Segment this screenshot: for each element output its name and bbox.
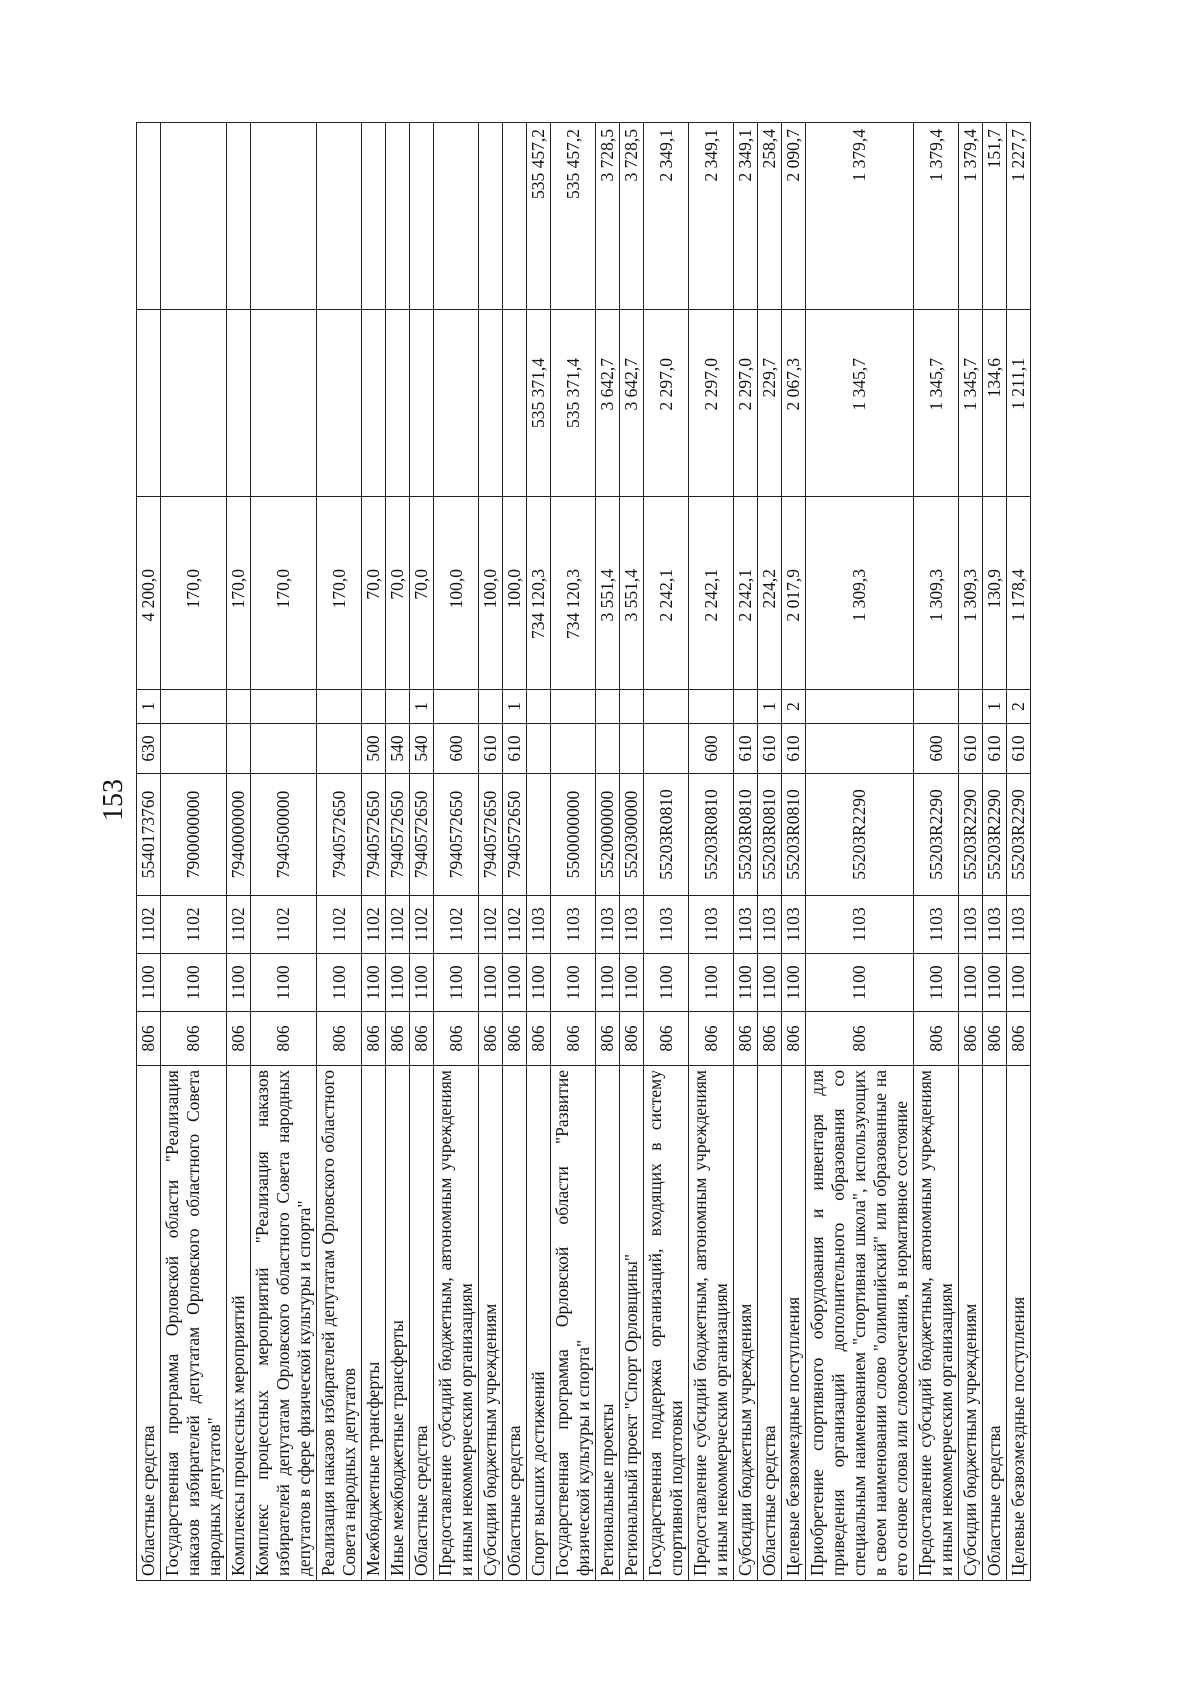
cell-y1: 170,0	[251, 497, 317, 690]
cell-vr: 610	[782, 724, 806, 774]
cell-pr: 1103	[644, 896, 689, 954]
cell-y3: 3 728,5	[620, 123, 644, 310]
cell-pr: 1103	[1007, 896, 1031, 954]
cell-y2	[410, 310, 434, 497]
table-row	[227, 123, 251, 1581]
cell-vr: 540	[410, 724, 434, 774]
cell-code: 2	[1007, 690, 1031, 724]
cell-y3	[317, 123, 362, 310]
cell-name: Предоставление субсидий бюджетным, автономным учреждениям и иным некоммерческим организациям	[434, 1066, 479, 1581]
cell-rz: 1100	[527, 954, 551, 1012]
cell-y3: 535 457,2	[527, 123, 551, 310]
cell-y3: 2 349,1	[689, 123, 734, 310]
cell-name: Иные межбюджетные трансферты	[386, 1066, 410, 1581]
cell-rz: 1100	[317, 954, 362, 1012]
cell-y1: 100,0	[479, 497, 503, 690]
cell-y1: 734 120,3	[527, 497, 551, 690]
cell-y3	[227, 123, 251, 310]
cell-y2: 1 345,7	[914, 310, 959, 497]
cell-ved: 806	[782, 1012, 806, 1066]
cell-code	[596, 690, 620, 724]
cell-code	[479, 690, 503, 724]
cell-vr: 610	[503, 724, 527, 774]
cell-y1: 3 551,4	[596, 497, 620, 690]
cell-y2	[251, 310, 317, 497]
cell-csr: 5500000000	[551, 774, 596, 896]
cell-ved: 806	[758, 1012, 782, 1066]
cell-y2	[434, 310, 479, 497]
table-row	[479, 123, 503, 1581]
cell-vr: 600	[914, 724, 959, 774]
cell-pr: 1103	[689, 896, 734, 954]
cell-y2	[386, 310, 410, 497]
cell-vr: 500	[362, 724, 386, 774]
table-row	[596, 123, 620, 1581]
cell-code: 1	[137, 690, 161, 724]
cell-y2	[362, 310, 386, 497]
cell-name: Субсидии бюджетным учреждениям	[479, 1066, 503, 1581]
cell-vr	[644, 724, 689, 774]
cell-y3: 2 349,1	[644, 123, 689, 310]
cell-rz: 1100	[644, 954, 689, 1012]
cell-csr: 7940572650	[386, 774, 410, 896]
cell-y3	[434, 123, 479, 310]
cell-y1: 734 120,3	[551, 497, 596, 690]
cell-vr: 630	[137, 724, 161, 774]
cell-y2	[137, 310, 161, 497]
table-row	[983, 123, 1007, 1581]
cell-name: Государственная поддержка организаций, входящих в систему спортивной подготовки	[644, 1066, 689, 1581]
cell-ved: 806	[620, 1012, 644, 1066]
cell-csr: 7940572650	[317, 774, 362, 896]
cell-y3: 1 227,7	[1007, 123, 1031, 310]
cell-csr: 7940500000	[251, 774, 317, 896]
cell-rz: 1100	[806, 954, 914, 1012]
table-row	[1007, 123, 1031, 1581]
cell-y3	[251, 123, 317, 310]
cell-code	[317, 690, 362, 724]
cell-y3	[386, 123, 410, 310]
cell-ved: 806	[161, 1012, 227, 1066]
cell-rz: 1100	[434, 954, 479, 1012]
cell-name: Областные средства	[758, 1066, 782, 1581]
table-row	[734, 123, 758, 1581]
cell-vr	[227, 724, 251, 774]
cell-code	[806, 690, 914, 724]
cell-pr: 1103	[959, 896, 983, 954]
cell-y1: 70,0	[410, 497, 434, 690]
cell-name: Реализация наказов избирателей депутатам Орловского областного Совета народных депутатов	[317, 1066, 362, 1581]
table-row	[251, 123, 317, 1581]
cell-csr: 7940000000	[227, 774, 251, 896]
cell-y2: 1 211,1	[1007, 310, 1031, 497]
cell-code: 1	[410, 690, 434, 724]
cell-rz: 1100	[479, 954, 503, 1012]
cell-y3	[410, 123, 434, 310]
cell-name: Региональные проекты	[596, 1066, 620, 1581]
cell-y2: 134,6	[983, 310, 1007, 497]
cell-code	[644, 690, 689, 724]
cell-name: Комплекс процессных мероприятий "Реализация наказов избирателей депутатам Орловского областного Совета народных депутатов в сфере физической культуры и спорта"	[251, 1066, 317, 1581]
cell-name: Целевые безвозмездные поступления	[1007, 1066, 1031, 1581]
cell-y1: 130,9	[983, 497, 1007, 690]
cell-y1: 70,0	[362, 497, 386, 690]
cell-name: Государственная программа Орловской области "Развитие физической культуры и спорта"	[551, 1066, 596, 1581]
cell-vr	[806, 724, 914, 774]
table-row	[959, 123, 983, 1581]
cell-name: Областные средства	[137, 1066, 161, 1581]
cell-y2: 2 297,0	[734, 310, 758, 497]
table-row	[689, 123, 734, 1581]
cell-ved: 806	[551, 1012, 596, 1066]
table-row	[386, 123, 410, 1581]
cell-y3: 151,7	[983, 123, 1007, 310]
cell-y1: 3 551,4	[620, 497, 644, 690]
cell-rz: 1100	[689, 954, 734, 1012]
cell-y2: 2 297,0	[689, 310, 734, 497]
cell-pr: 1103	[551, 896, 596, 954]
cell-vr: 610	[479, 724, 503, 774]
cell-ved: 806	[527, 1012, 551, 1066]
cell-pr: 1103	[758, 896, 782, 954]
table-row	[620, 123, 644, 1581]
cell-pr: 1103	[983, 896, 1007, 954]
cell-y3: 3 728,5	[596, 123, 620, 310]
cell-rz: 1100	[734, 954, 758, 1012]
cell-ved: 806	[1007, 1012, 1031, 1066]
cell-y2	[317, 310, 362, 497]
cell-y1: 170,0	[317, 497, 362, 690]
cell-code	[251, 690, 317, 724]
cell-ved: 806	[386, 1012, 410, 1066]
cell-pr: 1102	[386, 896, 410, 954]
cell-vr	[527, 724, 551, 774]
cell-name: Субсидии бюджетным учреждениям	[734, 1066, 758, 1581]
cell-ved: 806	[914, 1012, 959, 1066]
cell-ved: 806	[983, 1012, 1007, 1066]
cell-ved: 806	[806, 1012, 914, 1066]
cell-name: Межбюджетные трансферты	[362, 1066, 386, 1581]
cell-y1: 100,0	[503, 497, 527, 690]
cell-rz: 1100	[596, 954, 620, 1012]
cell-pr: 1102	[317, 896, 362, 954]
cell-rz: 1100	[959, 954, 983, 1012]
cell-rz: 1100	[410, 954, 434, 1012]
cell-y2: 1 345,7	[806, 310, 914, 497]
cell-pr: 1103	[620, 896, 644, 954]
cell-vr: 600	[689, 724, 734, 774]
cell-y1: 1 309,3	[959, 497, 983, 690]
cell-code	[527, 690, 551, 724]
cell-name: Приобретение спортивного оборудования и инвентаря для приведения организаций дополнительного образования со специальным наименованием "спортивная школа", использующих в своем наименовании слово "олимпийский" или образованные на его основе слова или словосочетания, в нормативное состояние	[806, 1066, 914, 1581]
cell-csr: 7940572650	[479, 774, 503, 896]
cell-rz: 1100	[1007, 954, 1031, 1012]
cell-ved: 806	[959, 1012, 983, 1066]
cell-rz: 1100	[758, 954, 782, 1012]
cell-y1: 224,2	[758, 497, 782, 690]
cell-rz: 1100	[251, 954, 317, 1012]
cell-y1: 1 178,4	[1007, 497, 1031, 690]
cell-rz: 1100	[137, 954, 161, 1012]
cell-y3: 2 349,1	[734, 123, 758, 310]
cell-ved: 806	[137, 1012, 161, 1066]
table-row	[362, 123, 386, 1581]
cell-rz: 1100	[620, 954, 644, 1012]
cell-y2	[161, 310, 227, 497]
cell-csr: 7940572650	[503, 774, 527, 896]
table-row	[161, 123, 227, 1581]
cell-ved: 806	[479, 1012, 503, 1066]
cell-ved: 806	[734, 1012, 758, 1066]
cell-y1: 100,0	[434, 497, 479, 690]
cell-code: 1	[983, 690, 1007, 724]
cell-csr: 7940572650	[410, 774, 434, 896]
cell-code	[689, 690, 734, 724]
cell-csr: 7900000000	[161, 774, 227, 896]
cell-code	[620, 690, 644, 724]
table-row	[644, 123, 689, 1581]
cell-y3: 1 379,4	[806, 123, 914, 310]
cell-y3	[503, 123, 527, 310]
cell-ved: 806	[434, 1012, 479, 1066]
cell-rz: 1100	[503, 954, 527, 1012]
budget-table	[136, 122, 1031, 1581]
cell-y2: 535 371,4	[527, 310, 551, 497]
cell-ved: 806	[644, 1012, 689, 1066]
cell-y1: 170,0	[227, 497, 251, 690]
cell-vr: 610	[959, 724, 983, 774]
cell-csr: 5520300000	[620, 774, 644, 896]
cell-y3	[362, 123, 386, 310]
cell-code	[959, 690, 983, 724]
cell-rz: 1100	[983, 954, 1007, 1012]
cell-vr	[317, 724, 362, 774]
cell-y1: 2 242,1	[689, 497, 734, 690]
cell-y2: 2 067,3	[782, 310, 806, 497]
cell-y1: 4 200,0	[137, 497, 161, 690]
cell-rz: 1100	[161, 954, 227, 1012]
cell-y1: 1 309,3	[914, 497, 959, 690]
cell-csr: 55203R0810	[689, 774, 734, 896]
table-row	[806, 123, 914, 1581]
cell-csr: 55203R2290	[914, 774, 959, 896]
cell-pr: 1102	[479, 896, 503, 954]
cell-pr: 1102	[410, 896, 434, 954]
cell-csr: 55203R0810	[758, 774, 782, 896]
cell-name: Спорт высших достижений	[527, 1066, 551, 1581]
cell-y2: 3 642,7	[620, 310, 644, 497]
cell-pr: 1102	[251, 896, 317, 954]
cell-code: 1	[503, 690, 527, 724]
cell-csr	[527, 774, 551, 896]
cell-vr	[251, 724, 317, 774]
cell-y1: 2 242,1	[644, 497, 689, 690]
cell-code	[434, 690, 479, 724]
cell-vr	[596, 724, 620, 774]
table-row	[503, 123, 527, 1581]
cell-rz: 1100	[386, 954, 410, 1012]
cell-y1: 1 309,3	[806, 497, 914, 690]
table-row	[137, 123, 161, 1581]
cell-vr: 610	[983, 724, 1007, 774]
table-row	[434, 123, 479, 1581]
cell-code	[161, 690, 227, 724]
cell-pr: 1102	[161, 896, 227, 954]
cell-csr: 5520000000	[596, 774, 620, 896]
cell-rz: 1100	[362, 954, 386, 1012]
cell-vr: 610	[734, 724, 758, 774]
cell-code	[914, 690, 959, 724]
cell-name: Предоставление субсидий бюджетным, автономным учреждениям и иным некоммерческим организациям	[689, 1066, 734, 1581]
cell-y2: 2 297,0	[644, 310, 689, 497]
cell-name: Региональный проект "Спорт Орловщины"	[620, 1066, 644, 1581]
cell-code	[551, 690, 596, 724]
cell-ved: 806	[362, 1012, 386, 1066]
cell-name: Областные средства	[983, 1066, 1007, 1581]
cell-name: Государственная программа Орловской области "Реализация наказов избирателей депутатам Орловского областного Совета народных депутатов"	[161, 1066, 227, 1581]
cell-ved: 806	[227, 1012, 251, 1066]
cell-code	[734, 690, 758, 724]
cell-name: Предоставление субсидий бюджетным, автономным учреждениям и иным некоммерческим организациям	[914, 1066, 959, 1581]
cell-rz: 1100	[914, 954, 959, 1012]
cell-ved: 806	[410, 1012, 434, 1066]
cell-name: Целевые безвозмездные поступления	[782, 1066, 806, 1581]
cell-y1: 170,0	[161, 497, 227, 690]
cell-csr: 55203R0810	[782, 774, 806, 896]
cell-csr: 55203R0810	[644, 774, 689, 896]
cell-csr: 55203R2290	[1007, 774, 1031, 896]
cell-y2: 1 345,7	[959, 310, 983, 497]
cell-csr: 55203R0810	[734, 774, 758, 896]
cell-pr: 1103	[806, 896, 914, 954]
cell-csr: 7940572650	[434, 774, 479, 896]
table-row	[551, 123, 596, 1581]
cell-vr: 540	[386, 724, 410, 774]
cell-rz: 1100	[782, 954, 806, 1012]
cell-csr: 55203R2290	[959, 774, 983, 896]
cell-pr: 1102	[227, 896, 251, 954]
cell-csr: 55203R2290	[983, 774, 1007, 896]
cell-code	[386, 690, 410, 724]
cell-vr: 610	[1007, 724, 1031, 774]
cell-y3	[137, 123, 161, 310]
cell-pr: 1103	[782, 896, 806, 954]
cell-y1: 70,0	[386, 497, 410, 690]
cell-ved: 806	[596, 1012, 620, 1066]
cell-code	[362, 690, 386, 724]
cell-vr	[161, 724, 227, 774]
cell-pr: 1103	[596, 896, 620, 954]
table-row	[410, 123, 434, 1581]
cell-vr	[551, 724, 596, 774]
cell-vr	[620, 724, 644, 774]
cell-y3	[479, 123, 503, 310]
cell-pr: 1102	[137, 896, 161, 954]
cell-y3	[161, 123, 227, 310]
cell-y2: 3 642,7	[596, 310, 620, 497]
cell-pr: 1103	[527, 896, 551, 954]
cell-y2	[227, 310, 251, 497]
cell-ved: 806	[317, 1012, 362, 1066]
cell-csr: 55203R2290	[806, 774, 914, 896]
cell-pr: 1102	[503, 896, 527, 954]
table-row	[527, 123, 551, 1581]
cell-code	[227, 690, 251, 724]
cell-ved: 806	[503, 1012, 527, 1066]
cell-csr: 5540173760	[137, 774, 161, 896]
cell-rz: 1100	[551, 954, 596, 1012]
cell-pr: 1103	[914, 896, 959, 954]
cell-ved: 806	[251, 1012, 317, 1066]
cell-y2: 535 371,4	[551, 310, 596, 497]
cell-pr: 1102	[434, 896, 479, 954]
cell-y3: 535 457,2	[551, 123, 596, 310]
cell-y3: 1 379,4	[959, 123, 983, 310]
table-row	[782, 123, 806, 1581]
cell-y2	[503, 310, 527, 497]
budget-table-rotated	[136, 123, 1200, 1581]
cell-code: 1	[758, 690, 782, 724]
page-number: 153	[98, 779, 129, 821]
cell-y1: 2 017,9	[782, 497, 806, 690]
cell-rz: 1100	[227, 954, 251, 1012]
table-row	[758, 123, 782, 1581]
cell-y3: 2 090,7	[782, 123, 806, 310]
cell-name: Областные средства	[410, 1066, 434, 1581]
cell-y3: 258,4	[758, 123, 782, 310]
cell-name: Комплексы процессных мероприятий	[227, 1066, 251, 1581]
cell-vr: 600	[434, 724, 479, 774]
cell-y2: 229,7	[758, 310, 782, 497]
cell-pr: 1103	[734, 896, 758, 954]
cell-name: Субсидии бюджетным учреждениям	[959, 1066, 983, 1581]
table-row	[914, 123, 959, 1581]
cell-csr: 7940572650	[362, 774, 386, 896]
cell-y1: 2 242,1	[734, 497, 758, 690]
cell-ved: 806	[689, 1012, 734, 1066]
cell-pr: 1102	[362, 896, 386, 954]
cell-code: 2	[782, 690, 806, 724]
cell-name: Областные средства	[503, 1066, 527, 1581]
table-row	[317, 123, 362, 1581]
cell-vr: 610	[758, 724, 782, 774]
cell-y3: 1 379,4	[914, 123, 959, 310]
cell-y2	[479, 310, 503, 497]
